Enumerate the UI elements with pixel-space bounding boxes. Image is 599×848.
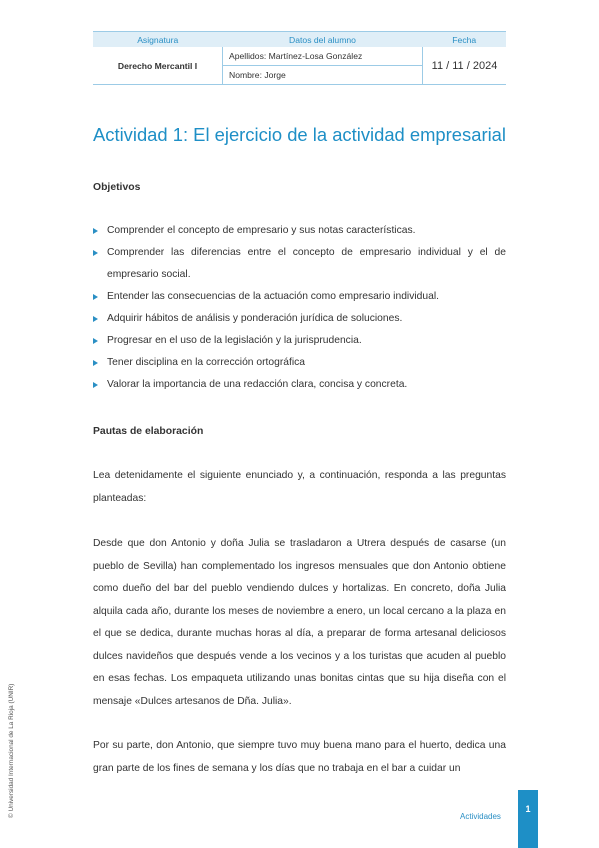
- list-item: [93, 308, 506, 330]
- list-item: [93, 220, 506, 242]
- header-col-student: Datos del alumno: [223, 32, 423, 48]
- list-item: [93, 352, 506, 374]
- page-title: Actividad 1: El ejercicio de la actividad empresarial: [93, 124, 506, 145]
- list-item-text: Adquirir hábitos de análisis y ponderación jurídica de soluciones.: [107, 313, 403, 324]
- list-item-text: Comprender las diferencias entre el concepto de empresario individual y el de empresario social.: [107, 247, 506, 280]
- footer-section-label: Actividades: [460, 812, 501, 821]
- bullet-arrow-icon: [93, 338, 98, 344]
- page-number: 1: [525, 804, 531, 814]
- bullet-arrow-icon: [93, 228, 98, 234]
- objectives-list: [93, 220, 506, 396]
- bullet-arrow-icon: [93, 294, 98, 300]
- header-col-subject: Asignatura: [93, 32, 223, 48]
- list-item-text: Valorar la importancia de una redacción clara, concisa y concreta.: [107, 379, 408, 390]
- list-item-text: Entender las consecuencias de la actuación como empresario individual.: [107, 291, 439, 302]
- subject-value: Derecho Mercantil I: [93, 47, 223, 85]
- list-item-text: Comprender el concepto de empresario y sus notas características.: [107, 225, 416, 236]
- list-item-text: Tener disciplina en la corrección ortográfica: [107, 357, 306, 368]
- bullet-arrow-icon: [93, 360, 98, 366]
- guidelines-heading: Pautas de elaboración: [93, 426, 204, 437]
- bullet-arrow-icon: [93, 382, 98, 388]
- bullet-arrow-icon: [93, 250, 98, 256]
- objectives-heading: Objetivos: [93, 182, 141, 193]
- list-item-text: Progresar en el uso de la legislación y la jurisprudencia.: [107, 335, 362, 346]
- intro-paragraph: Lea detenidamente el siguiente enunciado y, a continuación, responda a las preguntas planteadas:: [93, 470, 506, 504]
- case-paragraph: Desde que don Antonio y doña Julia se trasladaron a Utrera después de casarse (un pueblo de Sevilla) han complementado los ingresos mensuales que don Antonio obtiene como dueño del bar del pueblo vendiendo dulces y hortalizas. En concreto, doña Julia alquila cada año, durante los meses de noviembre a enero, un local cercano a la plaza en el que se dedica, durante muchas horas al día, a preparar de forma artesanal deliciosos dulces navideños que después vende a los vecinos y a los turistas que acuden al pueblo en esas fechas. Los empaqueta utilizando unas bonitas cintas que su hija diseña con el mensaje «Dulces artesanos de Dña. Julia».: [93, 538, 506, 707]
- copyright-notice: © Universidad Internacional de La Rioja (UNIR): [8, 683, 15, 818]
- header-col-date: Fecha: [423, 32, 507, 48]
- list-item: [93, 330, 506, 352]
- date-value: 11 / 11 / 2024: [423, 47, 507, 85]
- bullet-arrow-icon: [93, 316, 98, 322]
- list-item: [93, 286, 506, 308]
- case-paragraph-continued: Por su parte, don Antonio, que siempre tuvo muy buena mano para el huerto, dedica una gran parte de los fines de semana y los días que no trabaja en el bar a cuidar un: [93, 740, 506, 774]
- surnames-value: Apellidos: Martínez-Losa González: [223, 47, 423, 66]
- name-value: Nombre: Jorge: [223, 66, 423, 85]
- page-number-tab: [518, 790, 538, 848]
- list-item: [93, 374, 506, 396]
- list-item: [93, 242, 506, 286]
- header-table: [93, 31, 506, 85]
